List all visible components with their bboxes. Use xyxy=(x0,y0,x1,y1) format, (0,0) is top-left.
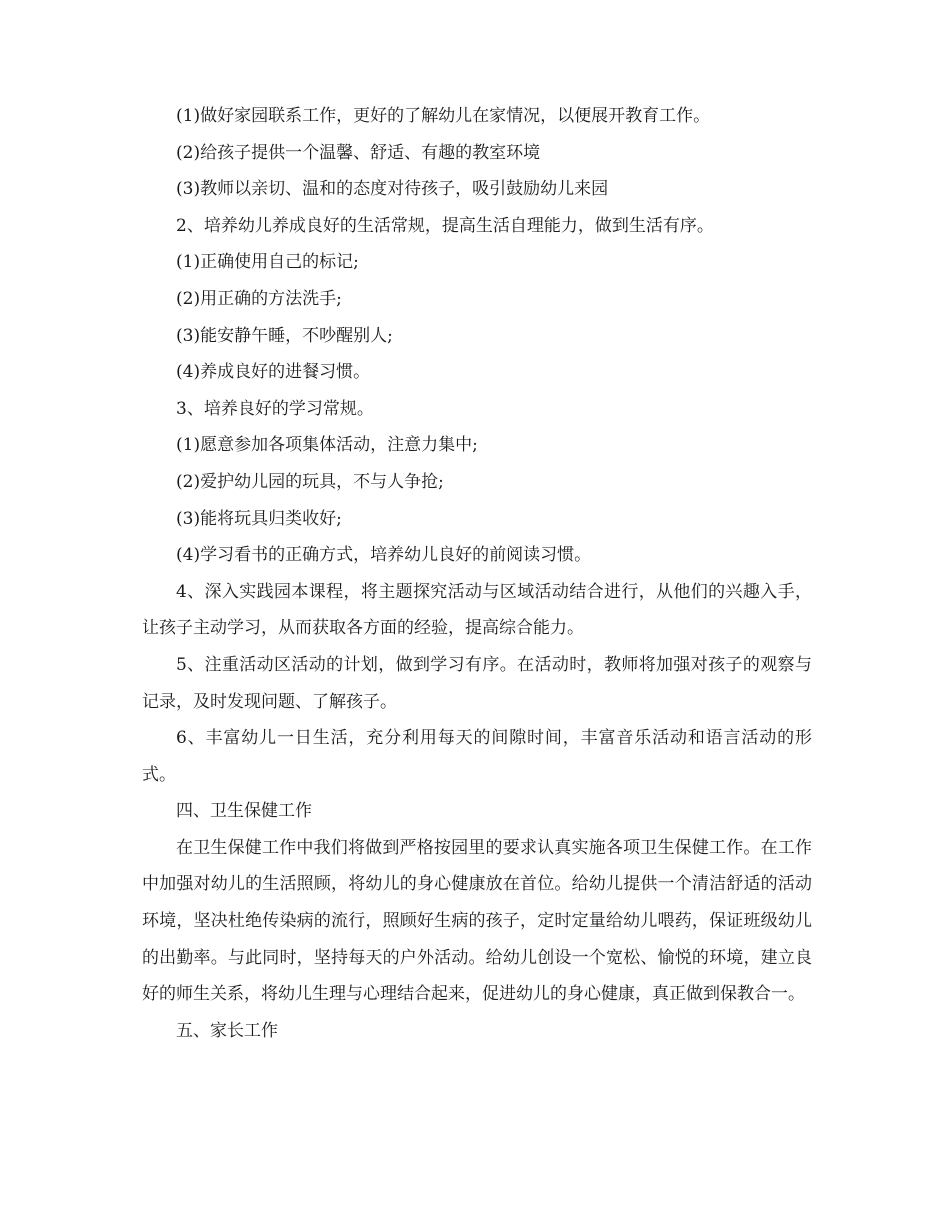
paragraph-13: (4)学习看书的正确方式，培养幼儿良好的前阅读习惯。 xyxy=(176,545,592,566)
paragraph-11: (2)爱护幼儿园的玩具，不与人争抢; xyxy=(176,471,444,492)
paragraph-6: (2)用正确的方法洗手; xyxy=(176,288,342,309)
paragraph-14: 4、深入实践园本课程，将主题探究活动与区域活动结合进行，从他们的兴趣入手，让孩子主动学习，从而获取各方面的经验，提高综合能力。 xyxy=(142,581,812,639)
paragraph-15: 5、注重活动区活动的计划，做到学习有序。在活动时，教师将加强对孩子的观察与记录，及时发现问题、了解孩子。 xyxy=(142,654,812,712)
paragraph-3: (3)教师以亲切、温和的态度对待孩子，吸引鼓励幼儿来园 xyxy=(176,179,609,200)
section-heading-parents: 五、家长工作 xyxy=(176,1020,278,1041)
paragraph-hygiene-body: 在卫生保健工作中我们将做到严格按园里的要求认真实施各项卫生保健工作。在工作中加强对幼儿的生活照顾，将幼儿的身心健康放在首位。给幼儿提供一个清洁舒适的活动环境，坚决杜绝传染病的流行，照顾好生病的孩子，定时定量给幼儿喂药，保证班级幼儿的出勤率。与此同时，坚持每天的户外活动。给幼儿创设一个宽松、愉悦的环境，建立良好的师生关系，将幼儿生理与心理结合起来，促进幼儿的身心健康，真正做到保教合一。 xyxy=(142,837,812,1005)
document-body xyxy=(142,98,812,1049)
paragraph-16: 6、丰富幼儿一日生活，充分利用每天的间隙时间，丰富音乐活动和语言活动的形式。 xyxy=(142,728,812,785)
paragraph-5: (1)正确使用自己的标记; xyxy=(176,252,359,273)
paragraph-12: (3)能将玩具归类收好; xyxy=(176,508,342,529)
paragraph-7: (3)能安静午睡，不吵醒别人; xyxy=(176,325,393,346)
paragraph-8: (4)养成良好的进餐习惯。 xyxy=(176,362,371,383)
paragraph-1: (1)做好家园联系工作，更好的了解幼儿在家情况，以便展开教育工作。 xyxy=(176,106,711,126)
paragraph-2: (2)给孩子提供一个温馨、舒适、有趣的教室环境 xyxy=(176,142,541,163)
paragraph-10: (1)愿意参加各项集体活动，注意力集中; xyxy=(176,435,478,456)
paragraph-4: 2、培养幼儿养成良好的生活常规，提高生活自理能力，做到生活有序。 xyxy=(176,215,714,236)
paragraph-9: 3、培养良好的学习常规。 xyxy=(176,398,374,419)
section-heading-hygiene: 四、卫生保健工作 xyxy=(176,801,312,822)
